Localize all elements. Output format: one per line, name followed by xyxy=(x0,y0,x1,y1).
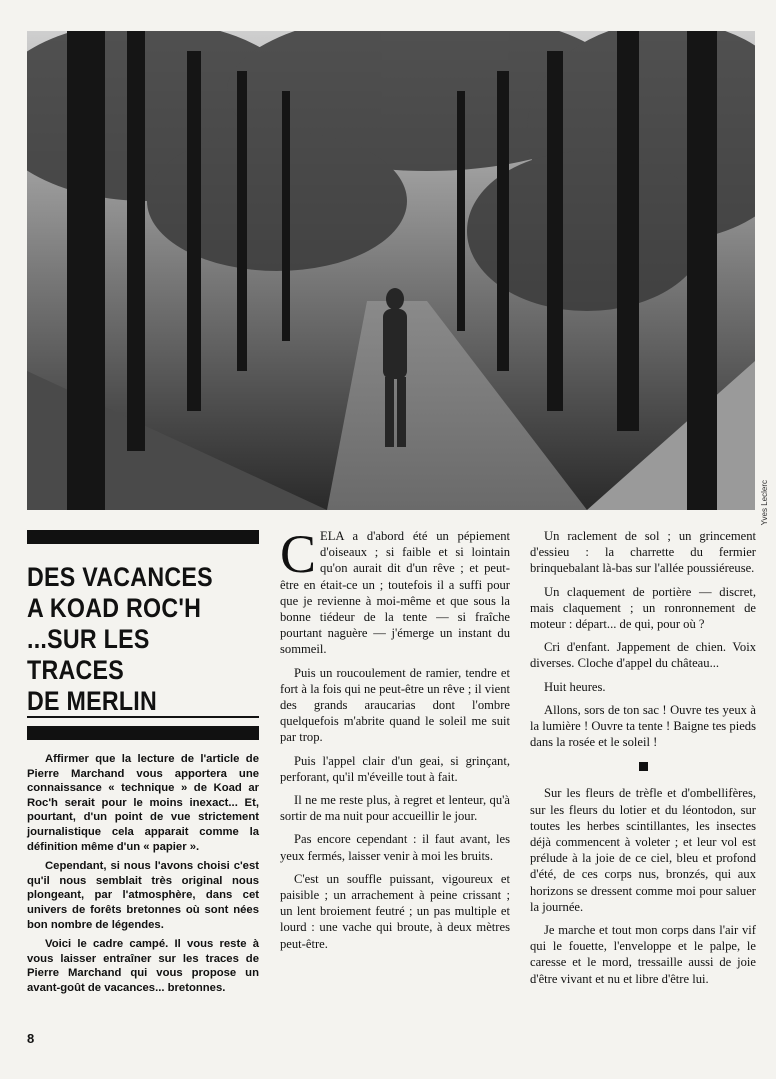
article-paragraph: Puis l'appel clair d'un geai, si grinçant, perforant, qu'il m'éveille tout à fait. xyxy=(280,753,510,784)
forest-path-photo xyxy=(27,31,755,510)
article-paragraph: Puis un roucoulement de ramier, tendre et fort à la fois qui ne peut-être un rêve ; il vient des grands araucarias dont l'ombre quelquefois m'abrite quand le soleil me suit par trop. xyxy=(280,665,510,745)
page-number: 8 xyxy=(27,1031,35,1046)
intro-paragraph: Affirmer que la lecture de l'article de Pierre Marchand vous apportera une connaissance « technique » de Koad ar Roc'h serait pour le moins inexact... Et, pourtant, d'un point de vue strictement journalistique cela apparait comme la définition même d'un « papier ». xyxy=(27,753,259,853)
article-paragraph: Allons, sors de ton sac ! Ouvre tes yeux à la lumière ! Ouvre ta tente ! Baigne tes pieds dans la rosée et le soleil ! xyxy=(530,702,756,750)
article-column-2 xyxy=(280,524,510,959)
article-paragraph: C'est un souffle puissant, vigoureux et paisible ; un arrachement à peine crissant ; un lent broiement feutré ; un pas multiple et lourd : une vache qui broute, à deux mètres peut-être. xyxy=(280,871,510,951)
headline-line: DES VACANCES xyxy=(27,562,213,592)
first-paragraph-text: ELA a d'abord été un pépiement d'oiseaux ; si faible et si lointain qu'on aurait dit d'un rêve ; et peut-être en était-ce un ; toutefois il a suffi pour que je revienne à moi-même et que sous la bonne tiédeur de la tente — si fraîche pourtant naguère — j'émerge un instant du sommeil. xyxy=(280,529,510,657)
article-paragraph: Je marche et tout mon corps dans l'air vif qui le fouette, l'enveloppe et le palpe, le caresse et le mord, tressaille aussi de joie d'être vivant et nu et libre d'être lui. xyxy=(530,923,756,986)
headline-rule-thin xyxy=(27,716,259,718)
intro-paragraph: Cependant, si nous l'avons choisi c'est qu'il nous semblait très original nous plongeant, par l'atmosphère, dans cet univers de forêts bretonnes où sont nées bon nombre de légendes. xyxy=(27,860,259,931)
headline-line: ...SUR LES xyxy=(27,624,150,654)
article-paragraph: Un raclement de sol ; un grincement d'essieu : la charrette du fermier brinquebalant là-bas sur l'allée poussiéreuse. xyxy=(530,529,756,576)
forest-photo-illustration xyxy=(27,31,755,510)
article-paragraph: Huit heures. xyxy=(544,679,606,694)
headline-rule-top xyxy=(27,530,259,544)
article-paragraph-first xyxy=(280,524,510,658)
photo-credit: Yves Leclerc xyxy=(760,480,769,526)
article-paragraph: Pas encore cependant : il faut avant, les yeux fermés, laisser venir à moi les bruits. xyxy=(280,832,510,863)
intro-text xyxy=(27,752,259,1001)
headline-line: A KOAD ROC'H xyxy=(27,593,202,623)
headline-line: TRACES xyxy=(27,655,125,685)
article-column-3 xyxy=(530,528,756,994)
headline-line: DE MERLIN xyxy=(27,686,158,716)
section-square-icon xyxy=(639,762,648,771)
article-paragraph: Sur les fleurs de trèfle et d'ombellifères, sur les fleurs du lotier et du léontodon, sur toutes les herbes scintillantes, les insectes déjà commencent à voleter ; et leur vol est prélude à la joie de ce ciel, bleu et profond d'été, de ces corps nus, bronzés, qui aux horizons se dressent comme moi pour saluer la journée. xyxy=(530,786,756,914)
headline-rule-bottom xyxy=(27,726,259,740)
headline xyxy=(27,562,233,717)
intro-paragraph: Voici le cadre campé. Il vous reste à vous laisser entraîner sur les traces de Pierre Marchand qui vous propose un avant-goût de vacances... bretonnes. xyxy=(27,938,259,994)
article-paragraph: Il ne me reste plus, à regret et lenteur, qu'à sortir de ma nuit pour accueillir le jour. xyxy=(280,793,510,824)
drop-cap: C xyxy=(280,524,317,584)
article-paragraph: Cri d'enfant. Jappement de chien. Voix diverses. Cloche d'appel du château... xyxy=(530,640,756,671)
article-paragraph: Un claquement de portière — discret, mais claquement ; un ronronnement de moteur : départ... de qui, pour où ? xyxy=(530,584,756,632)
